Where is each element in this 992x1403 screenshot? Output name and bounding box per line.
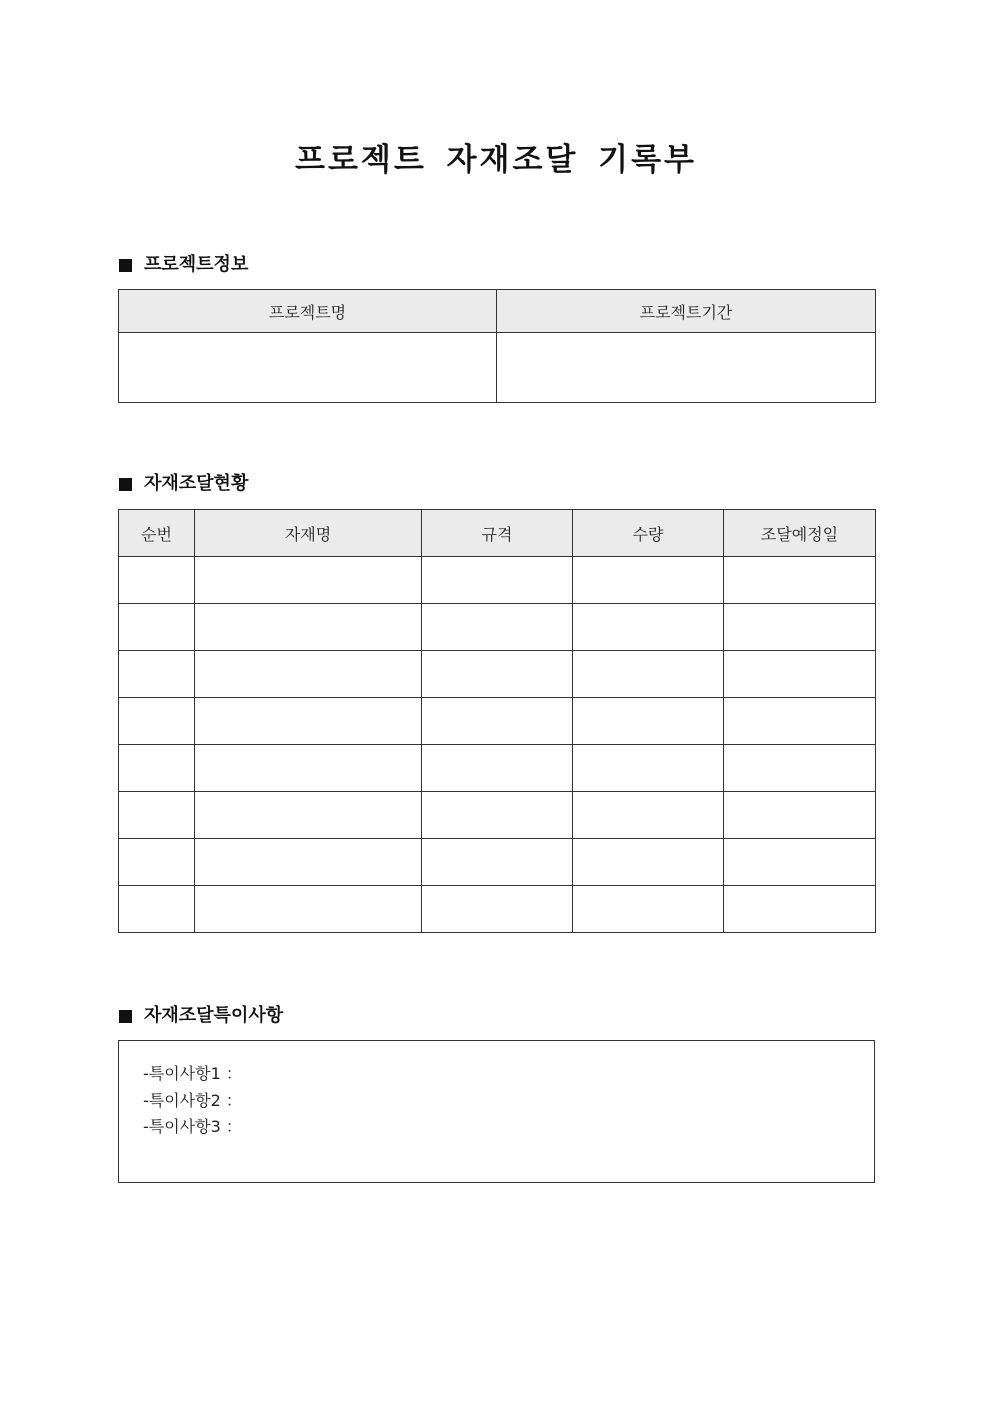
column-header-project-name: 프로젝트명	[119, 290, 497, 333]
scheduled-date-cell[interactable]	[724, 651, 876, 698]
spec-cell[interactable]	[422, 604, 573, 651]
seq-cell[interactable]	[119, 651, 195, 698]
table-row	[119, 557, 876, 604]
material-name-cell[interactable]	[195, 557, 422, 604]
square-bullet-icon	[119, 478, 132, 491]
note-item-2: -특이사항2 ：	[143, 1090, 242, 1110]
spec-cell[interactable]	[422, 886, 573, 933]
material-name-cell[interactable]	[195, 698, 422, 745]
seq-cell[interactable]	[119, 604, 195, 651]
column-header-spec: 규격	[422, 510, 573, 557]
table-row	[119, 698, 876, 745]
column-header-scheduled-date: 조달예정일	[724, 510, 876, 557]
table-row	[119, 745, 876, 792]
seq-cell[interactable]	[119, 886, 195, 933]
material-name-cell[interactable]	[195, 604, 422, 651]
quantity-cell[interactable]	[573, 839, 724, 886]
document-title: 프로젝트 자재조달 기록부	[295, 142, 697, 178]
section-heading-notes	[119, 1005, 283, 1027]
quantity-cell[interactable]	[573, 557, 724, 604]
scheduled-date-cell[interactable]	[724, 557, 876, 604]
quantity-cell[interactable]	[573, 604, 724, 651]
spec-cell[interactable]	[422, 745, 573, 792]
column-header-quantity: 수량	[573, 510, 724, 557]
notes-box[interactable]	[118, 1040, 875, 1183]
quantity-cell[interactable]	[573, 698, 724, 745]
procurement-table	[118, 509, 876, 933]
material-name-cell[interactable]	[195, 745, 422, 792]
square-bullet-icon	[119, 259, 132, 272]
table-row	[119, 792, 876, 839]
spec-cell[interactable]	[422, 839, 573, 886]
seq-cell[interactable]	[119, 792, 195, 839]
material-name-cell[interactable]	[195, 651, 422, 698]
note-item-3: -특이사항3 ：	[143, 1117, 242, 1136]
notes-list	[119, 1041, 874, 1141]
scheduled-date-cell[interactable]	[724, 839, 876, 886]
material-name-cell[interactable]	[195, 792, 422, 839]
table-row	[119, 886, 876, 933]
quantity-cell[interactable]	[573, 792, 724, 839]
seq-cell[interactable]	[119, 839, 195, 886]
scheduled-date-cell[interactable]	[724, 604, 876, 651]
scheduled-date-cell[interactable]	[724, 792, 876, 839]
spec-cell[interactable]	[422, 557, 573, 604]
table-row	[119, 604, 876, 651]
table-row	[119, 651, 876, 698]
spec-cell[interactable]	[422, 792, 573, 839]
scheduled-date-cell[interactable]	[724, 698, 876, 745]
quantity-cell[interactable]	[573, 886, 724, 933]
scheduled-date-cell[interactable]	[724, 886, 876, 933]
project-name-cell[interactable]	[119, 333, 497, 403]
seq-cell[interactable]	[119, 557, 195, 604]
section-heading-label: 자재조달현황	[144, 473, 249, 494]
section-heading-label: 자재조달특이사항	[144, 1005, 284, 1026]
table-row	[119, 839, 876, 886]
table-header-row	[119, 290, 876, 333]
column-header-seq: 순번	[119, 510, 195, 557]
seq-cell[interactable]	[119, 745, 195, 792]
spec-cell[interactable]	[422, 698, 573, 745]
column-header-material-name: 자재명	[195, 510, 422, 557]
section-heading-project-info	[119, 254, 248, 276]
section-heading-label: 프로젝트정보	[144, 254, 249, 275]
quantity-cell[interactable]	[573, 745, 724, 792]
quantity-cell[interactable]	[573, 651, 724, 698]
section-heading-procurement-status	[119, 473, 248, 495]
material-name-cell[interactable]	[195, 886, 422, 933]
material-name-cell[interactable]	[195, 839, 422, 886]
table-header-row	[119, 510, 876, 557]
table-row	[119, 333, 876, 403]
project-period-cell[interactable]	[497, 333, 876, 403]
square-bullet-icon	[119, 1010, 132, 1023]
seq-cell[interactable]	[119, 698, 195, 745]
spec-cell[interactable]	[422, 651, 573, 698]
column-header-project-period: 프로젝트기간	[497, 290, 876, 333]
project-info-table	[118, 289, 876, 403]
scheduled-date-cell[interactable]	[724, 745, 876, 792]
note-item-1: -특이사항1 ：	[143, 1064, 242, 1083]
